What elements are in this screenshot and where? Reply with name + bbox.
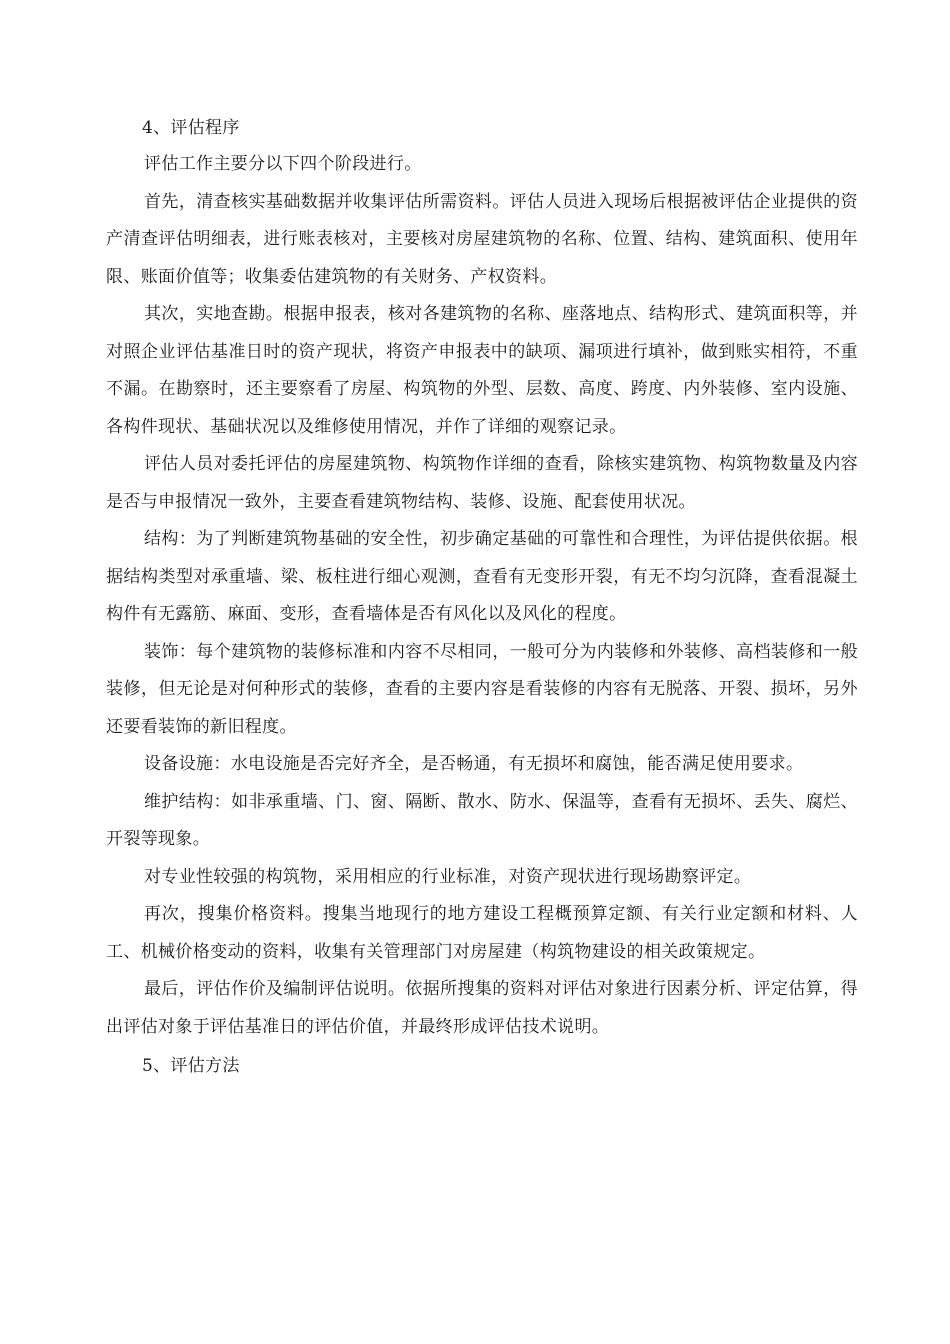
section-heading-evaluation-procedure: 4、评估程序 [142,118,240,138]
paragraph-stages-intro: 评估工作主要分以下四个阶段进行。 [144,154,422,174]
paragraph-decoration: 装饰：每个建筑物的装修标准和内容不尽相同，一般可分为内装修和外装修、高档装修和一般装修，但无论是对何种形式的装修，查看的主要内容是看装修的内容有无脱落、开裂、损坏，另外还要看装饰的新旧程度。 [106,641,858,737]
paragraph-inspection-scope: 评估人员对委托评估的房屋建筑物、构筑物作详细的查看，除核实建筑物、构筑物数量及内容是否与申报情况一致外，主要查看建筑物结构、装修、设施、配套使用状况。 [106,454,858,512]
paragraph-first-step: 首先，清查核实基础数据并收集评估所需资料。评估人员进入现场后根据被评估企业提供的资产清查评估明细表，进行账表核对，主要核对房屋建筑物的名称、位置、结构、建筑面积、使用年限、账面价值等；收集委估建筑物的有关财务、产权资料。 [106,191,858,287]
paragraph-third-step: 再次，搜集价格资料。搜集当地现行的地方建设工程概预算定额、有关行业定额和材料、人工、机械价格变动的资料，收集有关管理部门对房屋建（构筑物建设的相关政策规定。 [106,904,858,962]
section-heading-evaluation-method: 5、评估方法 [142,1056,240,1076]
paragraph-structure: 结构：为了判断建筑物基础的安全性，初步确定基础的可靠性和合理性，为评估提供依据。根据结构类型对承重墙、梁、板柱进行细心观测，查看有无变形开裂，有无不均匀沉降，查看混凝土构件有无露筋、麻面、变形，查看墙体是否有风化以及风化的程度。 [106,529,858,624]
document-body [106,110,858,1084]
paragraph-final-step: 最后，评估作价及编制评估说明。依据所搜集的资料对评估对象进行因素分析、评定估算，得出评估对象于评估基准日的评估价值，并最终形成评估技术说明。 [106,979,858,1037]
paragraph-special-structures: 对专业性较强的构筑物，采用相应的行业标准，对资产现状进行现场勘察评定。 [144,866,752,887]
paragraph-second-step: 其次，实地查勘。根据申报表，核对各建筑物的名称、座落地点、结构形式、建筑面积等，并对照企业评估基准日时的资产现状，将资产申报表中的缺项、漏项进行填补，做到账实相符，不重不漏。在勘察时，还主要察看了房屋、构筑物的外型、层数、高度、跨度、内外装修、室内设施、各构件现状、基础状况以及维修使用情况，并作了详细的观察记录。 [106,304,858,437]
paragraph-equipment: 设备设施：水电设施是否完好齐全，是否畅通，有无损坏和腐蚀，能否满足使用要求。 [144,754,804,774]
paragraph-envelope-structure: 维护结构：如非承重墙、门、窗、隔断、散水、防水、保温等，查看有无损坏、丢失、腐烂、开裂等现象。 [106,791,858,849]
